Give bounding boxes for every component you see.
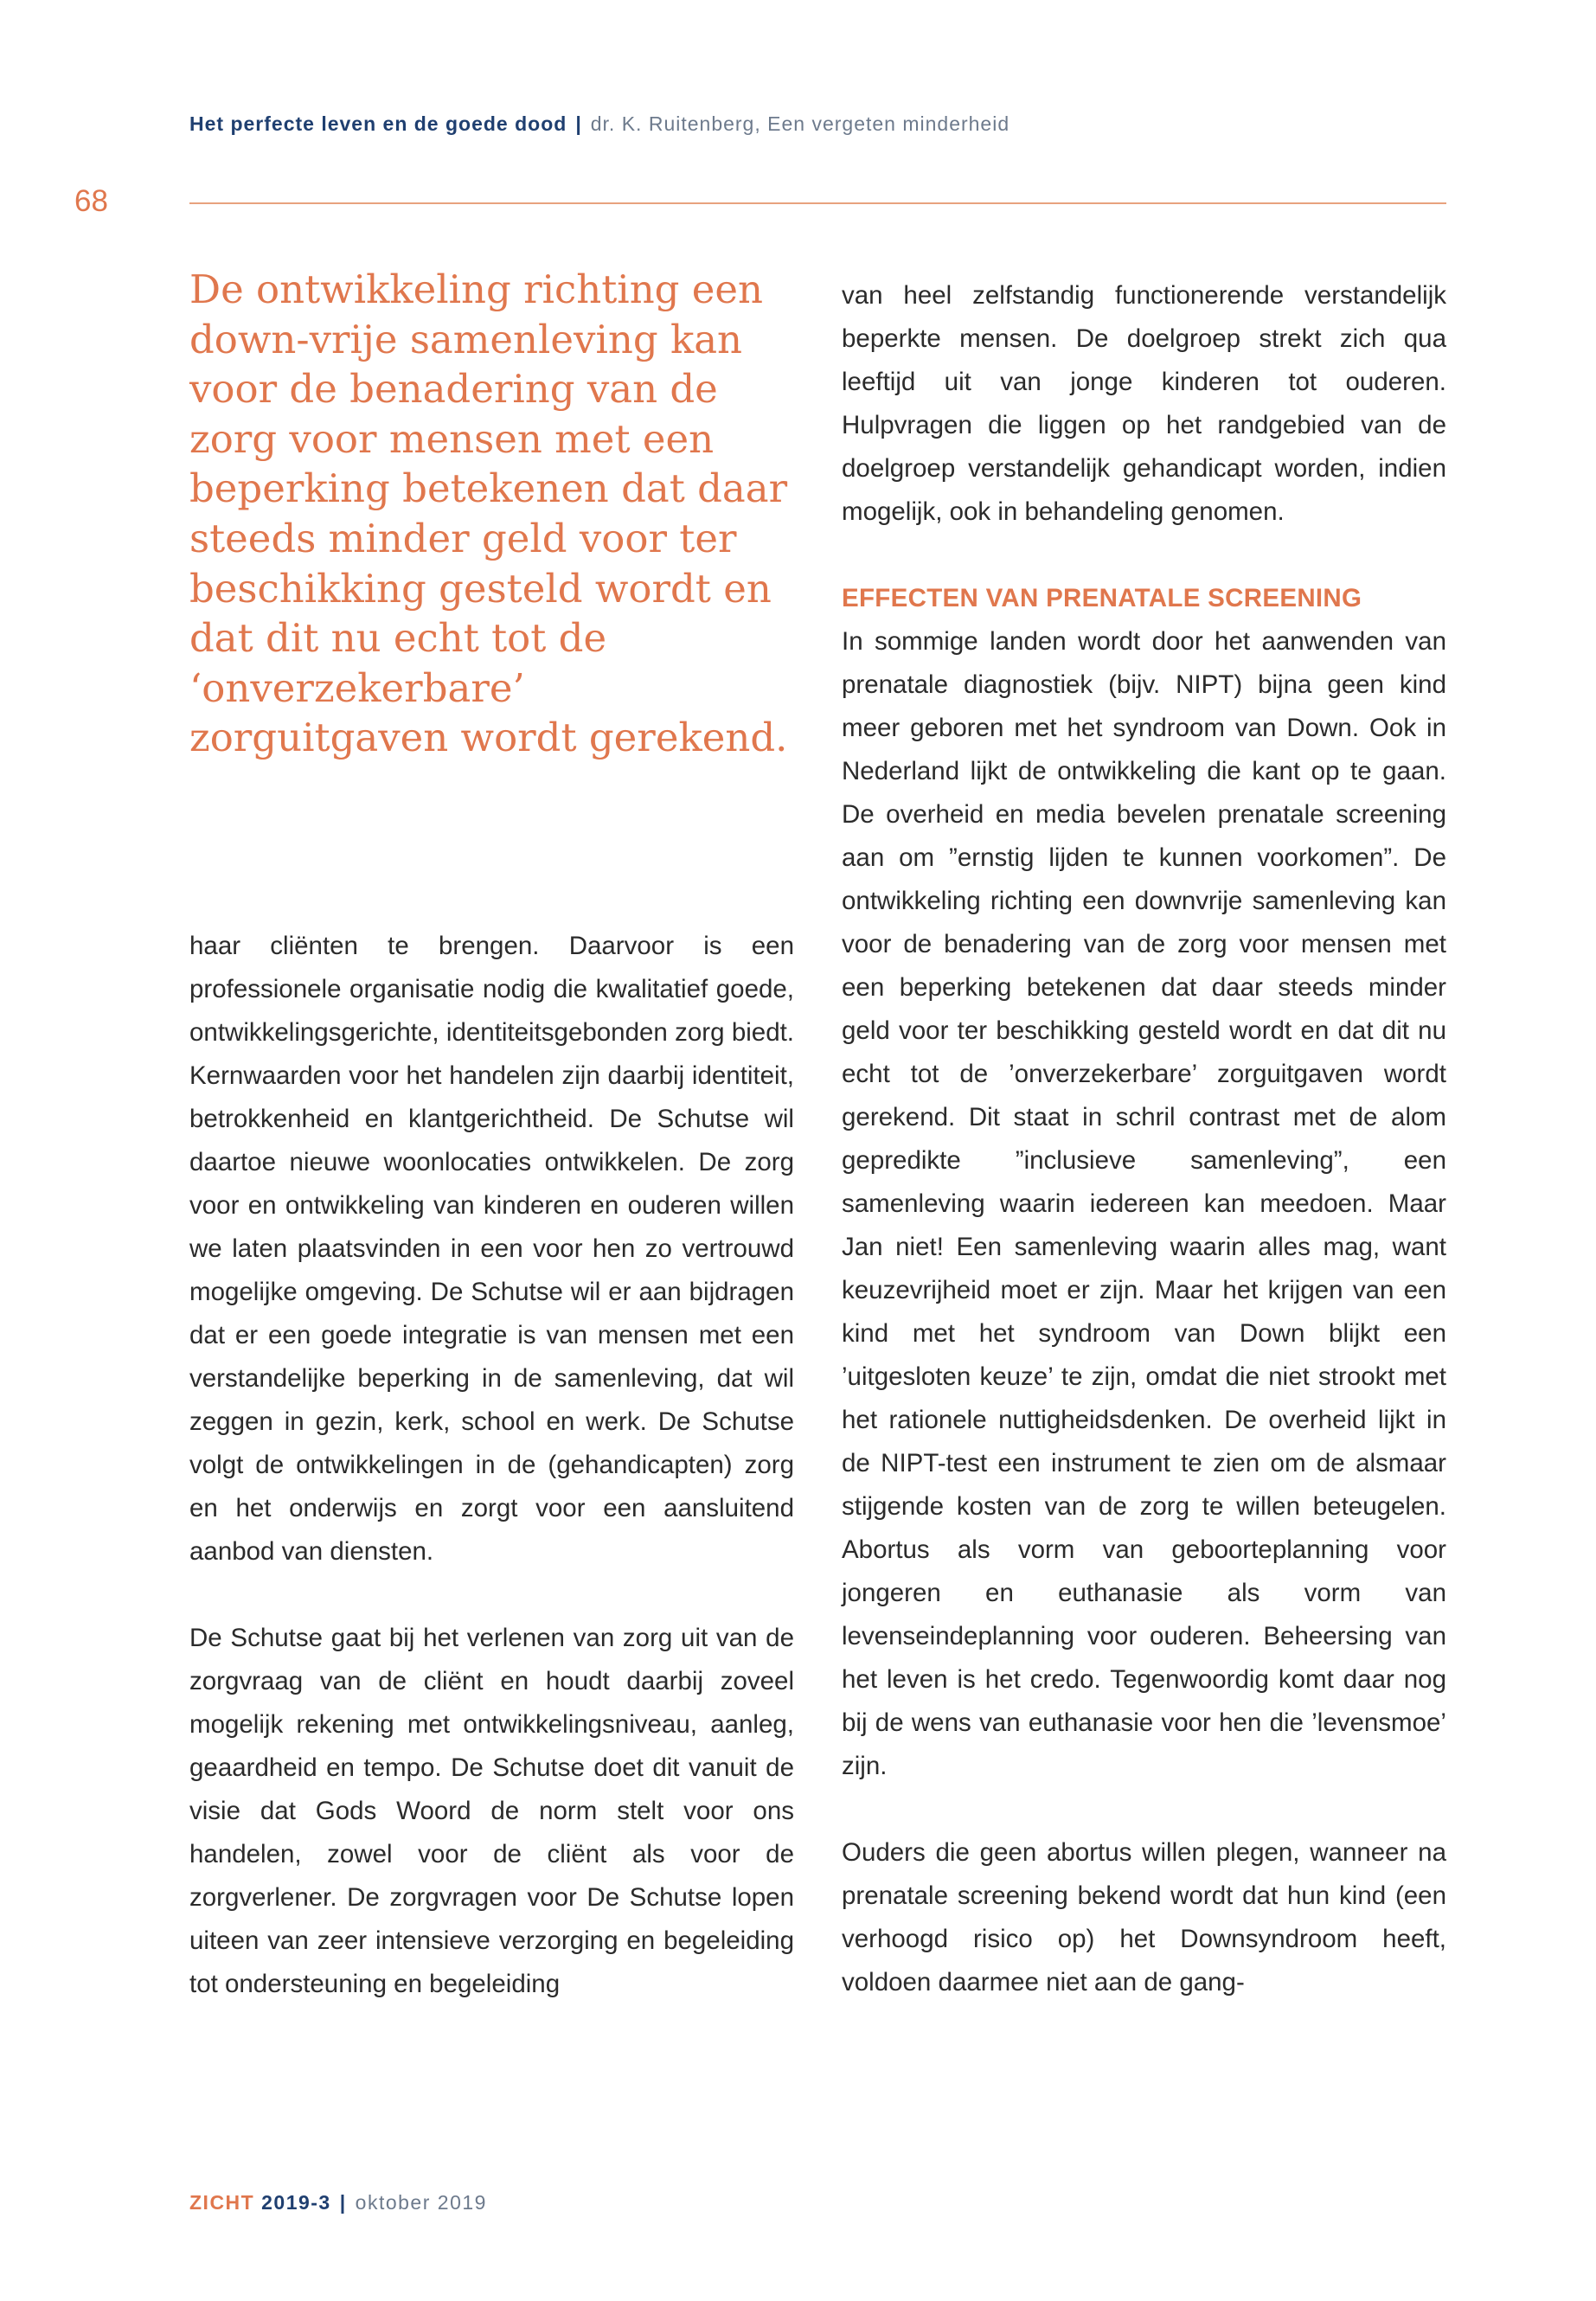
- page-number: 68: [74, 184, 108, 218]
- left-paragraph-1: haar cliënten te brengen. Daarvoor is een professionele organisatie nodig die kwalitatief goede, ontwikkelingsgerichte, identiteitsgebonden zorg biedt. Kernwaarden voor het handelen zijn daarbij identiteit, betrokkenheid en klantgerichtheid. De Schutse wil daartoe nieuwe woonlocaties ontwikkelen. De zorg voor en ontwikkeling van kinderen en ouderen willen we laten plaatsvinden in een voor hen zo vertrouwd mogelijke omgeving. De Schutse wil er aan bijdragen dat er een goede integratie is van mensen met een verstandelijke beperking in de samenleving, dat wil zeggen in gezin, kerk, school en werk. De Schutse volgt de ontwikkelingen in de (gehandicapten) zorg en het onderwijs en zorgt voor een aansluitend aanbod van diensten.: [189, 932, 794, 1566]
- right-paragraph-1: In sommige landen wordt door het aanwenden van prenatale diagnostiek (bijv. NIPT) bijna geen kind meer geboren met het syndroom van Down. Ook in Nederland lijkt de ontwikkeling die kant op te gaan. De overheid en media bevelen prenatale screening aan om ”ernstig lijden te kunnen voorkomen”. De ontwikkeling richting een downvrije samenleving kan voor de benadering van de zorg voor mensen met een beperking betekenen dat daar steeds minder geld voor ter beschikking gesteld wordt en dat dit nu echt tot de ’onverzekerbare’ zorguitgaven wordt gerekend. Dit staat in schril contrast met de alom gepredikte ”inclusieve samenleving”, een samenleving waarin iedereen kan meedoen. Maar Jan niet! Een samenleving waarin alles mag, want keuzevrijheid moet er zijn. Maar het krijgen van een kind met het syndroom van Down blijkt een ’uitgesloten keuze’ te zijn, omdat die niet strookt met het rationele nuttigheidsdenken. De overheid lijkt in de NIPT-test een instrument te zien om de alsmaar stijgende kosten van de zorg te willen beteugelen. Abortus als vorm van geboorteplanning voor jongeren en euthanasie als vorm van levenseindeplanning voor ouderen. Beheersing van het leven is het credo. Tegenwoordig komt daar nog bij de wens van euthanasie voor hen die ’levensmoe’ zijn.: [842, 627, 1446, 1780]
- right-column: [842, 274, 1446, 2004]
- footer-date: oktober 2019: [355, 2191, 487, 2214]
- header-rule: [189, 202, 1446, 204]
- footer-separator: |: [339, 2191, 347, 2214]
- header-subtitle: dr. K. Ruitenberg, Een vergeten minderheid: [590, 112, 1010, 135]
- right-paragraph-2: Ouders die geen abortus willen plegen, wanneer na prenatale screening bekend wordt dat hun kind (een verhoogd risico op) het Downsyndroom heeft, voldoen daarmee niet aan de gang-: [842, 1838, 1446, 1997]
- running-footer: [189, 2191, 487, 2214]
- header-title: Het perfecte leven en de goede dood: [189, 112, 567, 135]
- left-column: [189, 925, 794, 2006]
- section-heading: EFFECTEN VAN PRENATALE SCREENING: [842, 584, 1362, 612]
- running-header: [189, 112, 1010, 136]
- footer-issue: 2019-3: [261, 2191, 331, 2214]
- footer-magazine: ZICHT: [189, 2191, 255, 2214]
- right-intro-paragraph: van heel zelfstandig functionerende verstandelijk beperkte mensen. De doelgroep strekt zich qua leeftijd uit van jonge kinderen tot ouderen. Hulpvragen die liggen op het randgebied van de doelgroep verstandelijk gehandicapt worden, indien mogelijk, ook in behandeling genomen.: [842, 281, 1446, 526]
- pull-quote: De ontwikkeling richting een down-vrije samenleving kan voor de benadering van de zorg voor mensen met een beperking betekenen dat daar steeds minder geld voor ter beschikking gesteld wordt en dat dit nu echt tot de ‘onverzekerbare’ zorguitgaven wordt gerekend.: [189, 266, 788, 761]
- header-separator: |: [575, 112, 582, 135]
- left-paragraph-2: De Schutse gaat bij het verlenen van zorg uit van de zorgvraag van de cliënt en houdt daarbij zoveel mogelijk rekening met ontwikkelingsniveau, aanleg, geaardheid en tempo. De Schutse doet dit vanuit de visie dat Gods Woord de norm stelt voor ons handelen, zowel voor de cliënt als voor de zorgverlener. De zorgvragen voor De Schutse lopen uiteen van zeer intensieve verzorging en begeleiding tot ondersteuning en begeleiding: [189, 1624, 794, 1998]
